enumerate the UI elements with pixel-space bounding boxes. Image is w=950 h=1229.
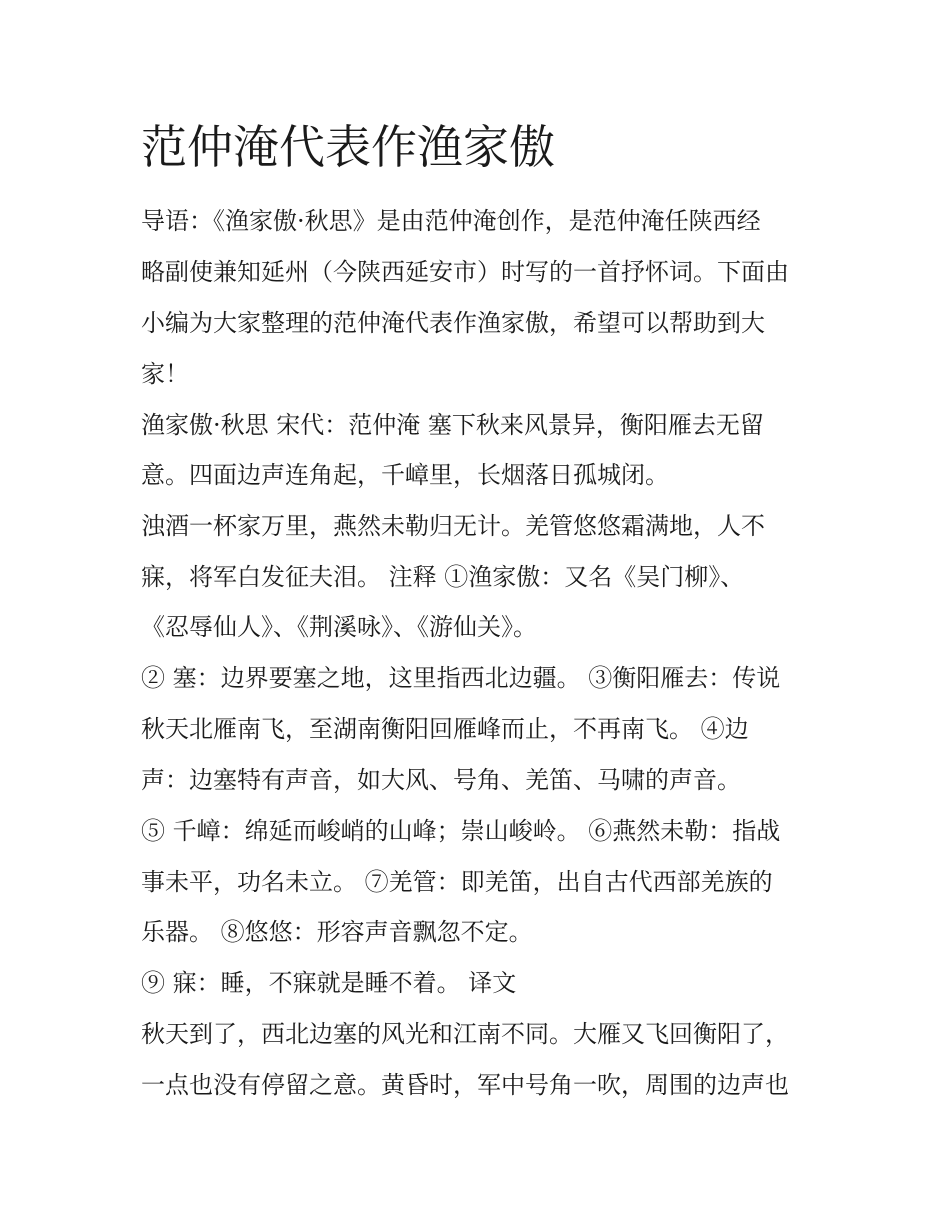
paragraph-line: 事未平，功名未立。 ⑦羌管：即羌笛，出自古代西部羌族的 xyxy=(141,868,773,896)
paragraph-line: 乐器。 ⑧悠悠：形容声音飘忽不定。 xyxy=(141,918,533,946)
paragraph-line: 家！ xyxy=(141,360,189,388)
paragraph-line: 声：边塞特有声音，如大风、号角、羌笛、马啸的声音。 xyxy=(141,766,741,794)
paragraph-line: ⑨ 寐：睡，不寐就是睡不着。 译文 xyxy=(141,969,517,997)
paragraph-line: 略副使兼知延州（今陕西延安市）时写的一首抒怀词。下面由 xyxy=(141,258,789,286)
paragraph-line: ② 塞：边界要塞之地，这里指西北边疆。 ③衡阳雁去：传说 xyxy=(141,664,781,692)
paragraph-line: 《忍辱仙人》、《荆溪咏》、《游仙关》。 xyxy=(141,613,537,641)
paragraph-line: 渔家傲·秋思 宋代：范仲淹 塞下秋来风景异，衡阳雁去无留 xyxy=(141,411,764,439)
paragraph-line: 一点也没有停留之意。黄昏时，军中号角一吹，周围的边声也 xyxy=(141,1071,789,1099)
page-title: 范仲淹代表作渔家傲 xyxy=(141,120,555,174)
paragraph-line: ⑤ 千嶂：绵延而峻峭的山峰；崇山峻岭。 ⑥燕然未勒：指战 xyxy=(141,817,781,845)
paragraph-line: 意。四面边声连角起，千嶂里，长烟落日孤城闭。 xyxy=(141,461,669,489)
paragraph-line: 秋天到了，西北边塞的风光和江南不同。大雁又飞回衡阳了， xyxy=(141,1020,789,1048)
paragraph-line: 寐，将军白发征夫泪。 注释 ①渔家傲：又名《吴门柳》、 xyxy=(141,563,745,591)
paragraph-line: 小编为大家整理的范仲淹代表作渔家傲，希望可以帮助到大 xyxy=(141,309,765,337)
paragraph-line: 浊酒一杯家万里，燕然未勒归无计。羌管悠悠霜满地，人不 xyxy=(141,512,765,540)
paragraph-line: 秋天北雁南飞，至湖南衡阳回雁峰而止，不再南飞。 ④边 xyxy=(141,715,749,743)
paragraph-line: 导语：《渔家傲·秋思》是由范仲淹创作，是范仲淹任陕西经 xyxy=(141,207,761,235)
